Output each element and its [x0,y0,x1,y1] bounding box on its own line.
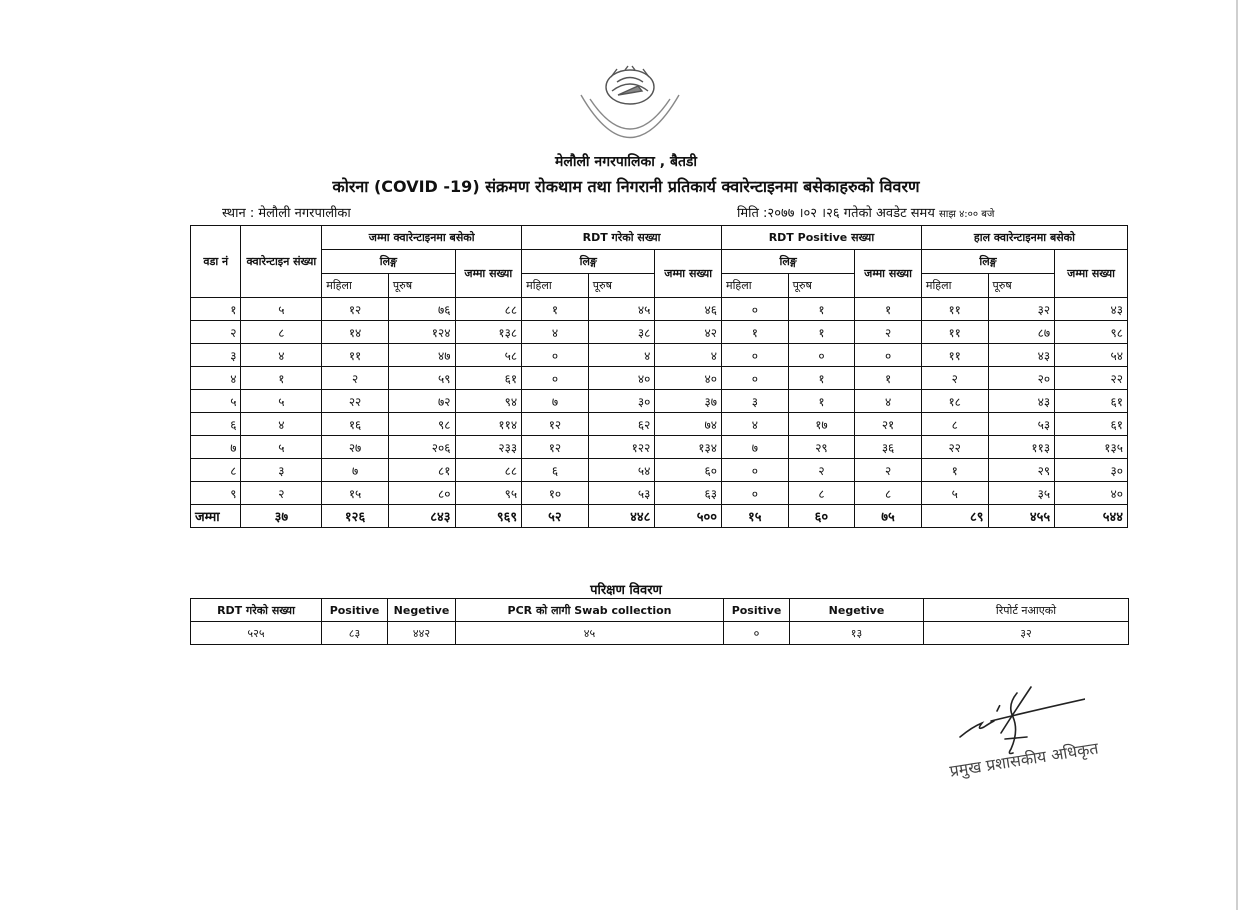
cell-pos-total: २ [855,321,922,344]
cell-pos-f: ३ [722,390,789,413]
cell-rdt-total: १३४ [655,436,722,459]
cell-m-total: ४७ [388,344,455,367]
cell-quarantine: २ [241,482,322,505]
header-total-in-quarantine: जम्मा क्वारेन्टाइनमा बसेको [322,226,522,250]
cell-pos-total: ४ [855,390,922,413]
cell-cur-m: ८७ [988,321,1055,344]
cell-cur-f: ११ [921,344,988,367]
cell-pos-f: ० [722,482,789,505]
cell-rdt-m: ३० [588,390,655,413]
cell-rdt-m: ४ [588,344,655,367]
cell-rdt-total: ७४ [655,413,722,436]
cell-pos-m: ० [788,344,855,367]
organization-name: मेलौली नगरपालिका , बैतडी [554,154,698,170]
cell-cur-total: २२ [1055,367,1128,390]
page-edge [1236,0,1238,910]
cell-total: ९६९ [455,505,522,528]
cell-quarantine: ४ [241,344,322,367]
cell-m-total: ७६ [388,298,455,321]
cell-quarantine: ३७ [241,505,322,528]
test-value-row [191,622,1129,645]
header-gender: लिङ्ग [322,250,455,274]
test-header-positive: Positive [322,599,388,622]
header-gender: लिङ्ग [522,250,655,274]
cell-ward: २ [191,321,241,344]
cell-pos-m: १७ [788,413,855,436]
table-row [191,459,1128,482]
update-time: साझ ४:०० बजे [939,209,995,220]
cell-m-total: ९८ [388,413,455,436]
cell-m-total: ५९ [388,367,455,390]
cell-m-total: ८१ [388,459,455,482]
cell-ward: ५ [191,390,241,413]
date-text [737,203,994,221]
cell-cur-m: ४५५ [988,505,1055,528]
location-text: स्थान : मेलौली नगरपालीका [222,206,351,221]
cell-pos-m: २९ [788,436,855,459]
cell-cur-total: ५४४ [1055,505,1128,528]
cell-rdt-total: ४ [655,344,722,367]
quarantine-table [190,225,1128,528]
cell-cur-m: ४३ [988,344,1055,367]
table-row [191,344,1128,367]
cell-rdt-f: ० [522,344,589,367]
cell-cur-m: ५३ [988,413,1055,436]
cell-pos-f: ० [722,459,789,482]
header-female: महिला [522,274,589,298]
header-male: पूरुष [388,274,455,298]
cell-cur-m: २० [988,367,1055,390]
table-row [191,390,1128,413]
cell-rdt-f: ७ [522,390,589,413]
cell-pos-f: ० [722,298,789,321]
cell-ward: ४ [191,367,241,390]
cell-rdt-m: ३८ [588,321,655,344]
cell-cur-total: ४३ [1055,298,1128,321]
cell-m-total: ७२ [388,390,455,413]
header-female: महिला [722,274,789,298]
cell-ward: जम्मा [191,505,241,528]
cell-rdt-f: १२ [522,436,589,459]
cell-pos-m: २ [788,459,855,482]
table-header-row [191,226,1128,250]
cell-cur-total: ३० [1055,459,1128,482]
update-date: मिति :२०७७ ।०२ ।२६ गतेको अवडेट समय [737,206,935,221]
cell-f-total: १२६ [322,505,389,528]
cell-rdt-total: ६३ [655,482,722,505]
cell-cur-f: ५ [921,482,988,505]
test-value-pcr-swab: ४५ [456,622,724,645]
header-male: पूरुष [788,274,855,298]
cell-pos-m: १ [788,367,855,390]
cell-rdt-total: ४० [655,367,722,390]
cell-ward: ८ [191,459,241,482]
cell-f-total: २ [322,367,389,390]
test-header-negative: Negetive [388,599,456,622]
test-value-report-pending: ३२ [924,622,1129,645]
header-ward: वडा नं [191,226,241,298]
cell-pos-f: ० [722,344,789,367]
cell-rdt-m: ५४ [588,459,655,482]
cell-cur-m: ११३ [988,436,1055,459]
header-female: महिला [921,274,988,298]
cell-m-total: ८४३ [388,505,455,528]
cell-rdt-total: ४६ [655,298,722,321]
cell-f-total: १५ [322,482,389,505]
cell-f-total: ११ [322,344,389,367]
cell-cur-f: २ [921,367,988,390]
header-total: जम्मा सख्या [655,250,722,298]
cell-rdt-m: ५३ [588,482,655,505]
cell-f-total: २२ [322,390,389,413]
header-total: जम्मा सख्या [855,250,922,298]
cell-rdt-f: ६ [522,459,589,482]
cell-rdt-m: ६२ [588,413,655,436]
cell-rdt-m: १२२ [588,436,655,459]
test-value-pcr-negative: १३ [790,622,924,645]
cell-rdt-total: ६० [655,459,722,482]
header-gender: लिङ्ग [921,250,1054,274]
cell-quarantine: ५ [241,436,322,459]
cell-m-total: ८० [388,482,455,505]
cell-pos-total: १ [855,367,922,390]
cell-pos-f: ० [722,367,789,390]
test-header-rdt-done: RDT गरेको सख्या [191,599,322,622]
cell-total: १३८ [455,321,522,344]
cell-m-total: १२४ [388,321,455,344]
cell-cur-f: ८ [921,413,988,436]
cell-f-total: १४ [322,321,389,344]
cell-ward: ७ [191,436,241,459]
test-details-table [190,598,1129,645]
table-subheader-row [191,250,1128,274]
cell-rdt-f: ० [522,367,589,390]
cell-quarantine: ५ [241,298,322,321]
cell-pos-total: ० [855,344,922,367]
table-row [191,413,1128,436]
cell-ward: १ [191,298,241,321]
test-header-pcr-positive: Positive [724,599,790,622]
test-value-positive: ८३ [322,622,388,645]
cell-m-total: २०६ [388,436,455,459]
cell-quarantine: ४ [241,413,322,436]
cell-cur-total: ९८ [1055,321,1128,344]
cell-pos-total: २१ [855,413,922,436]
cell-rdt-total: ३७ [655,390,722,413]
header-male: पूरुष [988,274,1055,298]
cell-pos-total: ३६ [855,436,922,459]
total-row [191,505,1128,528]
test-value-negative: ४४२ [388,622,456,645]
cell-cur-f: १ [921,459,988,482]
cell-pos-m: ६० [788,505,855,528]
cell-rdt-f: १० [522,482,589,505]
cell-cur-total: १३५ [1055,436,1128,459]
cell-quarantine: १ [241,367,322,390]
cell-total: ९५ [455,482,522,505]
header-female: महिला [322,274,389,298]
cell-rdt-f: ४ [522,321,589,344]
cell-pos-total: २ [855,459,922,482]
cell-pos-f: ४ [722,413,789,436]
cell-rdt-f: १ [522,298,589,321]
authority-title: प्रमुख प्रशासकीय अधिकृत [948,738,1100,781]
cell-quarantine: ५ [241,390,322,413]
cell-cur-m: ४३ [988,390,1055,413]
header-current-quarantine: हाल क्वारेन्टाइनमा बसेको [921,226,1127,250]
cell-total: ५८ [455,344,522,367]
cell-rdt-f: ५२ [522,505,589,528]
test-value-rdt-done: ५२५ [191,622,322,645]
cell-pos-total: १ [855,298,922,321]
cell-ward: ६ [191,413,241,436]
cell-pos-f: १५ [722,505,789,528]
cell-total: ११४ [455,413,522,436]
table-row [191,367,1128,390]
cell-quarantine: ३ [241,459,322,482]
cell-cur-total: ५४ [1055,344,1128,367]
cell-pos-f: १ [722,321,789,344]
cell-pos-m: १ [788,390,855,413]
cell-rdt-total: ४२ [655,321,722,344]
table-row [191,321,1128,344]
cell-total: ८८ [455,298,522,321]
test-header-row [191,599,1129,622]
header-male: पूरुष [588,274,655,298]
cell-cur-total: ६१ [1055,390,1128,413]
cell-pos-f: ७ [722,436,789,459]
test-header-report-pending: रिपोर्ट नआएको [924,599,1129,622]
cell-ward: ३ [191,344,241,367]
test-details-title: परिक्षण विवरण [590,583,662,598]
cell-f-total: १६ [322,413,389,436]
cell-pos-total: ८ [855,482,922,505]
cell-pos-m: ८ [788,482,855,505]
cell-total: २३३ [455,436,522,459]
cell-cur-f: २२ [921,436,988,459]
cell-rdt-f: १२ [522,413,589,436]
header-rdt-done: RDT गरेको सख्या [522,226,722,250]
cell-cur-f: १८ [921,390,988,413]
cell-quarantine: ८ [241,321,322,344]
cell-rdt-total: ५०० [655,505,722,528]
page-title: कोरना (COVID -19) संक्रमण रोकथाम तथा निगरानी प्रतिकार्य क्वारेन्टाइनमा बसेकाहरुको विवरण [332,177,920,196]
cell-f-total: २७ [322,436,389,459]
cell-f-total: १२ [322,298,389,321]
cell-total: ८८ [455,459,522,482]
cell-cur-m: ३२ [988,298,1055,321]
cell-total: ६१ [455,367,522,390]
test-header-pcr-swab: PCR को लागी Swab collection [456,599,724,622]
cell-pos-total: ७५ [855,505,922,528]
header-rdt-positive: RDT Positive सख्या [722,226,922,250]
header-total: जम्मा सख्या [455,250,522,298]
cell-total: ९४ [455,390,522,413]
table-row [191,298,1128,321]
cell-cur-f: ११ [921,298,988,321]
cell-pos-m: १ [788,321,855,344]
cell-cur-total: ४० [1055,482,1128,505]
cell-rdt-m: ४४८ [588,505,655,528]
cell-cur-m: ३५ [988,482,1055,505]
cell-cur-f: ११ [921,321,988,344]
cell-f-total: ७ [322,459,389,482]
cell-cur-f: ८९ [921,505,988,528]
cell-rdt-m: ४५ [588,298,655,321]
table-row [191,436,1128,459]
cell-cur-total: ६१ [1055,413,1128,436]
header-total-count: जम्मा सख्या [1055,250,1128,298]
cell-rdt-m: ४० [588,367,655,390]
test-header-pcr-negative: Negetive [790,599,924,622]
header-quarantine-count: क्वारेन्टाइन संख्या [241,226,322,298]
cell-pos-m: १ [788,298,855,321]
table-row [191,482,1128,505]
header-gender: लिङ्ग [722,250,855,274]
cell-cur-m: २९ [988,459,1055,482]
test-value-pcr-positive: ० [724,622,790,645]
cell-ward: ९ [191,482,241,505]
